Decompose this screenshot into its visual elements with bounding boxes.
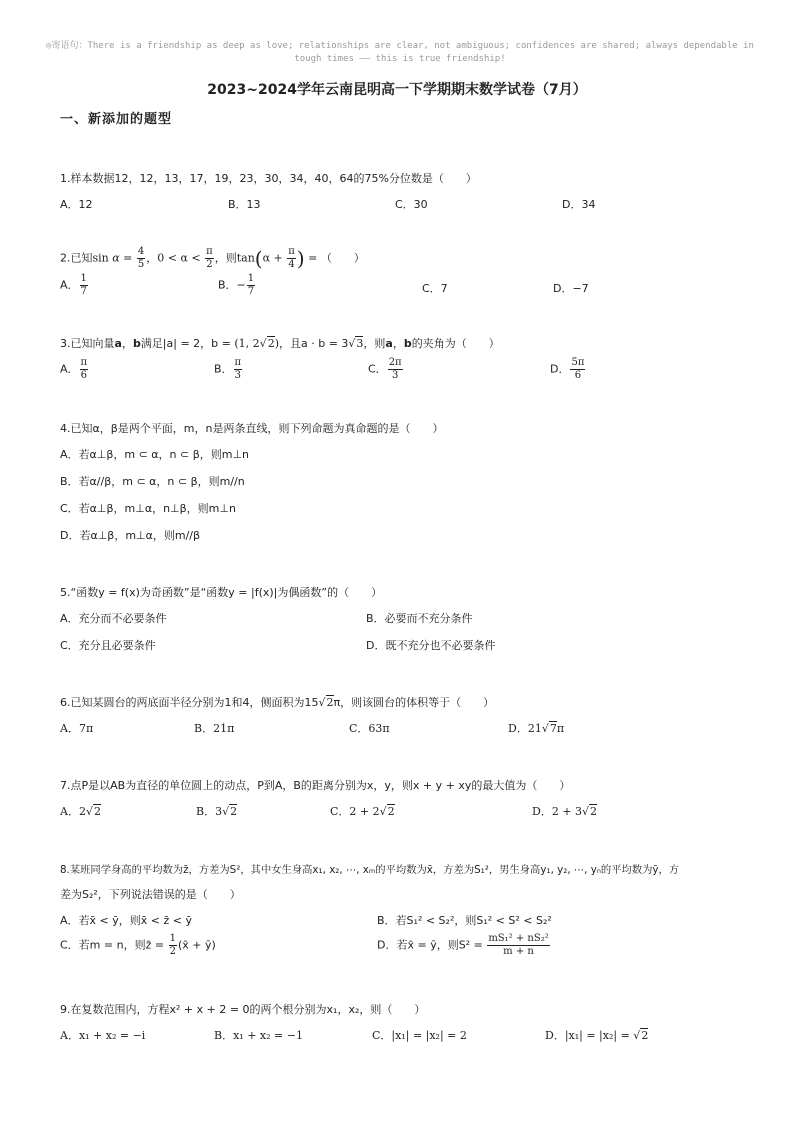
stem-text: 6.已知某圆台的两底面半径分别为1和4，侧面积为15 xyxy=(60,696,319,709)
sin-text: sin xyxy=(92,251,113,265)
stem-text: ，则 xyxy=(363,337,386,350)
option-c: C．|x₁| = |x₂| = 2 xyxy=(372,1029,467,1042)
option-a: A．x₁ + x₂ = −i xyxy=(60,1029,146,1042)
sqrt-2: 2 xyxy=(387,805,395,818)
fraction xyxy=(205,246,214,271)
option-b: B．若α//β，m ⊂ α，n ⊂ β，则m//n xyxy=(60,475,245,488)
question-stem: 7.点P是以AB为直径的单位圆上的动点，P到A，B的距离分别为x，y，则x + y + xy的最大值为（ ） xyxy=(60,779,571,792)
option-d xyxy=(545,1027,648,1043)
separator: ， xyxy=(392,337,404,350)
vector-b: b xyxy=(403,337,412,350)
option-d: D．若α⊥β，m⊥α，则m//β xyxy=(60,529,201,542)
option-d: D．−7 xyxy=(553,282,589,295)
question-stem: 9.在复数范围内，方程x² + x + 2 = 0的两个根分别为x₁，x₂，则（ ） xyxy=(60,1003,426,1016)
stem-text: 3.已知向量 xyxy=(60,337,115,350)
fraction xyxy=(234,357,243,382)
option-label: C． xyxy=(368,362,387,376)
fraction xyxy=(80,357,89,382)
option-label: A． xyxy=(60,278,79,292)
stem-text: 的夹角为（ ） xyxy=(411,337,500,350)
denominator: 2 xyxy=(206,259,213,270)
sqrt-2: 2 xyxy=(590,805,598,818)
denominator: 6 xyxy=(574,370,582,381)
fraction xyxy=(137,246,145,271)
radical-sign: √ xyxy=(633,1029,641,1042)
option-text: (x̄ + ȳ) xyxy=(177,938,216,952)
option-b xyxy=(196,803,237,819)
option-text: A．2 xyxy=(60,805,86,818)
option-c: C．63π xyxy=(349,722,390,735)
tan-text: tan xyxy=(236,251,255,265)
vector-b: b xyxy=(132,337,141,350)
option-b xyxy=(218,273,256,298)
vector-a: a xyxy=(114,337,122,350)
option-d xyxy=(377,933,551,958)
sqrt-2: 2 xyxy=(326,696,334,709)
numerator: π xyxy=(80,357,88,368)
denominator: 4 xyxy=(288,259,295,270)
numerator: π xyxy=(206,246,213,257)
radical-sign: √ xyxy=(582,805,590,818)
option-b: B．21π xyxy=(194,722,235,735)
numerator: 4 xyxy=(137,246,145,257)
stem-text: 满足|a| = 2，b = xyxy=(140,337,235,350)
option-c: C．30 xyxy=(395,198,428,211)
sqrt-3: 3 xyxy=(356,337,364,350)
radical-sign: √ xyxy=(259,337,267,350)
option-b xyxy=(214,357,243,382)
radical-sign: √ xyxy=(318,696,326,709)
radical-sign: √ xyxy=(379,805,387,818)
option-a: A．若α⊥β，m ⊂ α，n ⊂ β，则m⊥n xyxy=(60,448,250,461)
fraction xyxy=(388,357,403,382)
close-paren: ) xyxy=(274,337,279,350)
numerator: 1 xyxy=(169,933,176,944)
option-text: D．21 xyxy=(508,722,542,735)
fraction xyxy=(487,933,549,958)
stem-text: π，则该圆台的体积等于（ ） xyxy=(333,696,495,709)
option-c: C．7 xyxy=(422,282,448,295)
option-d xyxy=(550,357,586,382)
option-label: A． xyxy=(60,362,79,376)
stem-text: ，则 xyxy=(214,251,237,265)
option-a: A．充分而不必要条件 xyxy=(60,612,167,625)
option-a xyxy=(60,803,101,819)
option-label: D． xyxy=(550,362,570,376)
option-a: A．若x̄ < ȳ，则x̄ < z̄ < ȳ xyxy=(60,914,192,927)
option-c xyxy=(330,803,395,819)
question-stem: 2.已知sin α = $\frac{4}{5}$ ，0 < α < $\frac{\pi}{2}$ ，则tan(α + $\frac{\pi}{4}$ ) = （ ） xyxy=(60,246,365,271)
option-a xyxy=(60,273,89,298)
fraction xyxy=(80,273,88,298)
sqrt-7: 7 xyxy=(549,722,557,735)
numerator: 1 xyxy=(80,273,87,284)
denominator: 3 xyxy=(391,370,399,381)
fraction xyxy=(570,357,585,382)
denominator: 7 xyxy=(80,286,87,297)
option-d xyxy=(508,720,564,736)
header-quote: ◎寄语句：There is a friendship as deep as love; relationships are clear, not ambiguous; confidences are shared; always dependable in tough times —— this is true friendship! xyxy=(46,41,754,64)
separator: ， xyxy=(121,337,133,350)
option-b: B．13 xyxy=(228,198,261,211)
numerator: mS₁² + nS₂² xyxy=(488,933,549,944)
option-text: C．2 + 2 xyxy=(330,805,380,818)
stem-text: 2.已知 xyxy=(60,251,93,265)
alpha-plus: α + xyxy=(262,251,287,265)
option-b: B．x₁ + x₂ = −1 xyxy=(214,1029,303,1042)
option-d: D．34 xyxy=(562,198,596,211)
fraction xyxy=(287,246,296,271)
numerator: π xyxy=(288,246,295,257)
option-c xyxy=(60,933,216,958)
option-text: D．2 + 3 xyxy=(532,805,583,818)
option-label: B．− xyxy=(218,278,246,292)
denominator: 2 xyxy=(169,946,176,957)
denominator: 3 xyxy=(234,370,242,381)
numerator: 2π xyxy=(388,357,402,368)
stem-text: ，且a · b = 3 xyxy=(278,337,349,350)
option-text: B．3 xyxy=(196,805,223,818)
numerator: 5π xyxy=(571,357,585,368)
option-label: B． xyxy=(214,362,233,376)
option-b: B．若S₁² < S₂²，则S₁² < S² < S₂² xyxy=(377,914,552,927)
option-d: D．既不充分也不必要条件 xyxy=(366,639,496,652)
sqrt-2: 2 xyxy=(93,805,101,818)
question-stem: 8.某班同学身高的平均数为z̄，方差为S²，其中女生身高x₁, x₂, ⋯, xₘ的平均数为x̄，方差为S₁²，男生身高y₁, y₂, ⋯, yₙ的平均数为ȳ，方 xyxy=(60,864,680,876)
question-stem xyxy=(60,335,750,351)
denominator: m + n xyxy=(503,946,534,957)
question-stem xyxy=(60,694,750,710)
radical-sign: √ xyxy=(541,722,549,735)
fraction xyxy=(247,273,255,298)
numerator: 1 xyxy=(247,273,255,284)
condition-text: ，0 < α < xyxy=(146,251,205,265)
denominator: 5 xyxy=(137,259,145,270)
option-text: C．若m = n，则z̄ = xyxy=(60,938,168,952)
stem-end: = （ ） xyxy=(304,251,365,265)
alpha-symbol: α xyxy=(112,251,120,265)
option-text: D．|x₁| = |x₂| = xyxy=(545,1029,634,1042)
denominator: 6 xyxy=(80,370,87,381)
page-title: 2023~2024学年云南昆明高一下学期期末数学试卷（7月） xyxy=(207,82,587,98)
question-stem-line2: 差为S₂²，下列说法错误的是（ ） xyxy=(60,888,241,901)
radical-sign: √ xyxy=(348,337,356,350)
option-d xyxy=(532,803,597,819)
equals-sign: = xyxy=(119,251,136,265)
sqrt-2: 2 xyxy=(267,337,275,350)
sqrt-2: 2 xyxy=(230,805,238,818)
option-c: C．若α⊥β，m⊥α，n⊥β，则m⊥n xyxy=(60,502,236,515)
option-a: A．12 xyxy=(60,198,93,211)
option-c xyxy=(368,357,404,382)
question-stem: 4.已知α，β是两个平面，m，n是两条直线，则下列命题为真命题的是（ ） xyxy=(60,422,444,435)
option-b: B．必要而不充分条件 xyxy=(366,612,473,625)
question-stem: 1.样本数据12，12，13，17，19，23，30，34，40，64的75%分位数是（ ） xyxy=(60,172,477,185)
option-a: A．7π xyxy=(60,722,94,735)
denominator: 7 xyxy=(247,286,255,297)
fraction xyxy=(169,933,177,958)
option-text: D．若x̄ = ȳ，则S² = xyxy=(377,938,487,952)
sqrt-2: 2 xyxy=(641,1029,649,1042)
radical-sign: √ xyxy=(85,805,93,818)
vector-a: a xyxy=(385,337,393,350)
option-c: C．充分且必要条件 xyxy=(60,639,156,652)
question-stem: 5.“函数y = f(x)为奇函数”是“函数y = |f(x)|为偶函数”的（ ） xyxy=(60,586,383,599)
option-text: π xyxy=(556,722,565,735)
radical-sign: √ xyxy=(222,805,230,818)
section-heading: 一、新添加的题型 xyxy=(60,112,173,127)
numerator: π xyxy=(234,357,242,368)
vector-value: (1, 2 xyxy=(234,337,260,350)
option-a xyxy=(60,357,89,382)
